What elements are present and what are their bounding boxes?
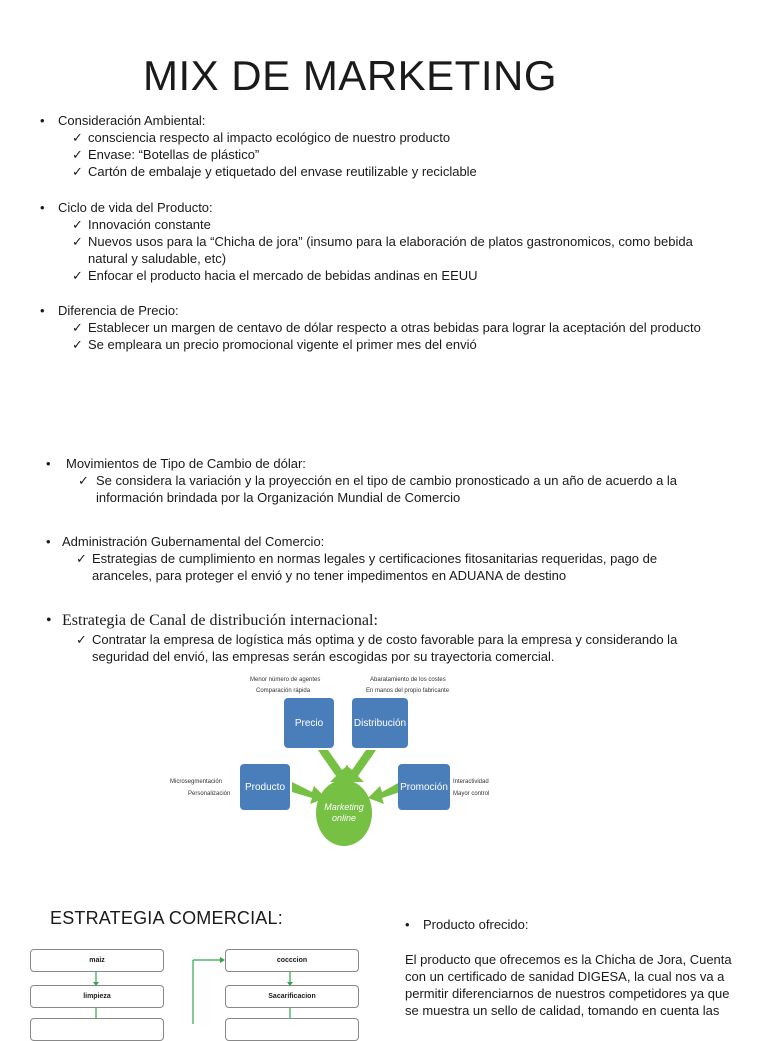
list-item-continuation: aranceles, para proteger el envió y no tener impedimentos en ADUANA de destino — [92, 568, 567, 583]
check-icon: ✓ — [72, 234, 83, 249]
list-item: Envase: “Botellas de plástico” — [88, 147, 260, 162]
section-heading: Estrategia de Canal de distribución internacional: — [62, 612, 378, 629]
estrategia-title: ESTRATEGIA COMERCIAL: — [50, 908, 283, 928]
center-sublabel: online — [331, 813, 356, 823]
section-heading: Consideración Ambiental: — [58, 113, 206, 128]
section-heading: Movimientos de Tipo de Cambio de dólar: — [66, 456, 306, 471]
bullet-icon: • — [40, 200, 45, 215]
paragraph-line: El producto que ofrecemos es la Chicha de Jora, Cuenta — [405, 952, 732, 967]
paragraph-line: permitir diferenciarnos de nuestros competidores ya que — [405, 986, 730, 1001]
precio-note: Comparación rápida — [256, 688, 311, 694]
list-item: Nuevos usos para la “Chicha de jora” (insumo para la elaboración de platos gastronomicos, como bebida — [88, 234, 693, 249]
list-item: consciencia respecto al impacto ecológico de nuestro producto — [88, 130, 451, 145]
check-icon: ✓ — [72, 147, 83, 162]
section-heading: Diferencia de Precio: — [58, 303, 179, 318]
list-item: Estrategias de cumplimiento en normas legales y certificaciones fitosanitarias requeridas, pago de — [92, 551, 658, 566]
center-label: Marketing — [324, 802, 364, 812]
bullet-icon: • — [405, 917, 410, 932]
distribucion-box: Distribución — [352, 698, 408, 748]
list-item: Se considera la variación y la proyección en el tipo de cambio pronosticado a un año de acuerdo a la — [96, 473, 678, 488]
precio-note: Menor número de agentes — [250, 677, 321, 683]
flow-step-sacarificacion: Sacarificacion — [225, 985, 359, 1008]
producto-box: Producto — [240, 764, 290, 810]
flow-step-limpieza: limpieza — [30, 985, 164, 1008]
flow-step-coccion: cocccion — [225, 949, 359, 972]
marketing-mix-diagram — [170, 670, 500, 850]
arrow-icon — [318, 750, 348, 782]
section-canal — [0, 611, 768, 665]
producto-note: Microsegmentación — [170, 779, 223, 785]
check-icon: ✓ — [72, 217, 83, 232]
list-item-continuation: seguridad del envió, las empresas serán escogidas por su trayectoria comercial. — [92, 649, 555, 664]
list-item-continuation: natural y saludable, etc) — [88, 251, 227, 266]
flow-step — [225, 1018, 359, 1041]
check-icon: ✓ — [72, 320, 83, 335]
arrow-icon — [368, 782, 400, 804]
section-admin — [0, 533, 768, 584]
flow-step-maiz: maiz — [30, 949, 164, 972]
list-item: Se empleara un precio promocional vigente el primer mes del envió — [88, 337, 477, 352]
section-precio — [0, 302, 768, 353]
distribucion-note: Abaratamiento de los costes — [370, 677, 446, 683]
precio-box: Precio — [284, 698, 334, 748]
promocion-note: Interactividad — [453, 779, 489, 785]
bullet-icon: • — [46, 612, 52, 629]
check-icon: ✓ — [72, 164, 83, 179]
bullet-icon: • — [46, 534, 51, 549]
marketing-online-circle — [316, 780, 372, 846]
check-icon: ✓ — [72, 268, 83, 283]
producto-note: Personalización — [188, 791, 231, 797]
promocion-note: Mayor control — [453, 791, 490, 797]
section-cambio — [0, 455, 768, 506]
paragraph-line: con un certificado de sanidad DIGESA, la cual nos va a — [405, 969, 725, 984]
list-item: Enfocar el producto hacia el mercado de bebidas andinas en EEUU — [88, 268, 478, 283]
check-icon: ✓ — [78, 473, 89, 488]
section-ciclo — [0, 199, 768, 284]
check-icon: ✓ — [76, 551, 87, 566]
arrow-icon — [346, 750, 376, 782]
check-icon: ✓ — [76, 632, 87, 647]
list-item: Establecer un margen de centavo de dólar respecto a otras bebidas para lograr la aceptación del producto — [88, 320, 701, 335]
list-item-continuation: información brindada por la Organización Mundial de Comercio — [96, 490, 461, 505]
section-heading: Administración Gubernamental del Comercio: — [62, 534, 325, 549]
promocion-box: Promoción — [398, 764, 450, 810]
check-icon: ✓ — [72, 130, 83, 145]
distribucion-note: En manos del propio fabricante — [366, 688, 450, 694]
paragraph-line: se muestra un sello de calidad, tomando en cuenta las — [405, 1003, 720, 1018]
bullet-icon: • — [40, 303, 45, 318]
check-icon: ✓ — [72, 337, 83, 352]
bullet-icon: • — [46, 456, 51, 471]
section-heading: Ciclo de vida del Producto: — [58, 200, 213, 215]
page-title: MIX DE MARKETING — [142, 52, 558, 99]
producto-description — [405, 951, 757, 1019]
bullet-icon: • — [40, 113, 45, 128]
section-ambiental — [0, 112, 768, 180]
producto-heading-row — [405, 916, 757, 933]
producto-heading: Producto ofrecido: — [423, 917, 529, 932]
list-item: Contratar la empresa de logística más optima y de costo favorable para la empresa y considerando la — [92, 632, 678, 647]
flow-step — [30, 1018, 164, 1041]
list-item: Innovación constante — [88, 217, 211, 232]
list-item: Cartón de embalaje y etiquetado del envase reutilizable y reciclable — [88, 164, 477, 179]
